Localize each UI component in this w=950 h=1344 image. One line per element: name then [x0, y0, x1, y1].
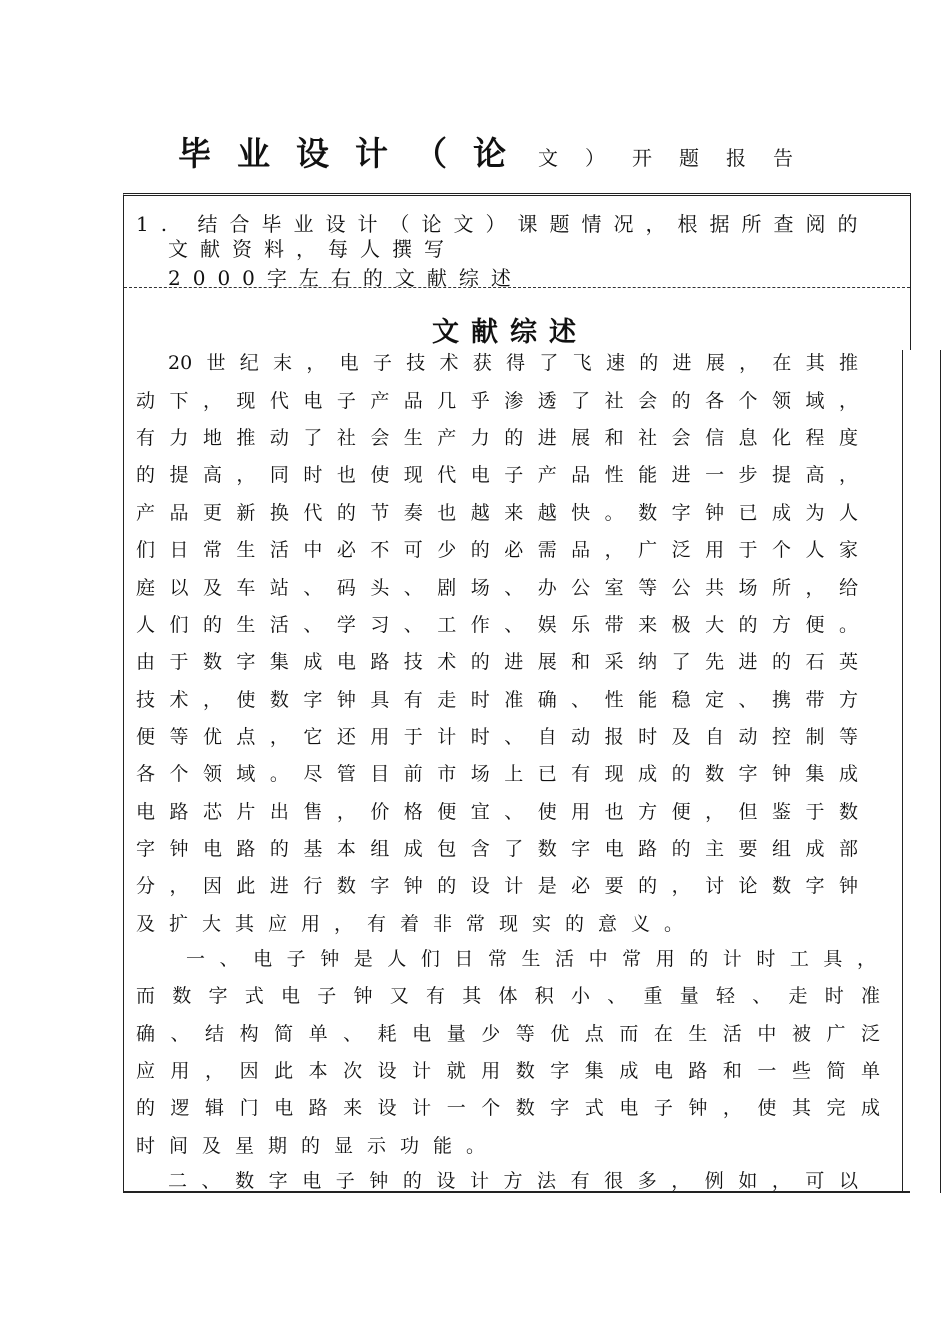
page-title	[178, 128, 838, 178]
frame-right-border-top	[910, 193, 911, 350]
body-line: 动下，现代电子产品几乎渗透了社会的各个领域，	[136, 390, 858, 412]
body-line: 各个领域。尽管目前市场上已有现成的数字钟集成	[136, 763, 858, 785]
body-line: 的提高，同时也使现代电子产品性能进一步提高，	[136, 464, 858, 486]
section-divider	[124, 287, 910, 288]
body-line: 时间及星期的显示功能。	[136, 1135, 500, 1157]
body-line: 便等优点，它还用于计时、自动报时及自动控制等	[136, 726, 858, 748]
body-line: 应用，因此本次设计就用数字集成电路和一些简单	[136, 1060, 880, 1082]
frame-right-border-outer	[940, 350, 941, 1193]
body-line: 及扩大其应用，有着非常现实的意义。	[136, 913, 698, 935]
body-line: 电路芯片出售，价格便宜、使用也方便，但鉴于数	[136, 801, 858, 823]
body-line: 字钟电路的基本组成包含了数字电路的主要组成部	[136, 838, 858, 860]
title-large-part: 毕业设计（论	[178, 134, 532, 173]
title-small-part: 文）开题报告	[538, 146, 820, 170]
body-line: 分，因此进行数字钟的设计是必要的，讨论数字钟	[136, 875, 858, 897]
body-line: 20世纪末，电子技术获得了飞速的进展，在其推	[168, 352, 858, 374]
question-line-2: 文献资料，每人撰写	[168, 237, 456, 261]
body-line: 们日常生活中必不可少的必需品，广泛用于个人家	[136, 539, 858, 561]
question-line-3: 2000字左右的文献综述	[168, 266, 523, 290]
body-line: 由于数字集成电路技术的进展和采纳了先进的石英	[136, 651, 858, 673]
body-line: 产品更新换代的节奏也越来越快。数字钟已成为人	[136, 502, 858, 524]
body-line: 而数字式电子钟又有其体积小、重量轻、走时准	[136, 985, 880, 1007]
body-line: 二、数字电子钟的设计方法有很多，例如，可以	[168, 1170, 858, 1192]
body-line: 一、电子钟是人们日常生活中常用的计时工具，	[186, 948, 876, 970]
body-line: 确、结构简单、耗电量少等优点而在生活中被广泛	[136, 1023, 880, 1045]
frame-right-border-inner	[902, 350, 903, 1193]
question-line-1: 1. 结合毕业设计（论文）课题情况，根据所查阅的	[136, 212, 870, 236]
body-line: 技术，使数字钟具有走时准确、性能稳定、携带方	[136, 689, 858, 711]
body-line: 有力地推动了社会生产力的进展和社会信息化程度	[136, 427, 858, 449]
section-heading: 文献综述	[432, 317, 588, 348]
body-line: 人们的生活、学习、工作、娱乐带来极大的方便。	[136, 614, 858, 636]
body-line: 的逻辑门电路来设计一个数字式电子钟，使其完成	[136, 1097, 880, 1119]
body-line: 庭以及车站、码头、剧场、办公室等公共场所，给	[136, 577, 858, 599]
